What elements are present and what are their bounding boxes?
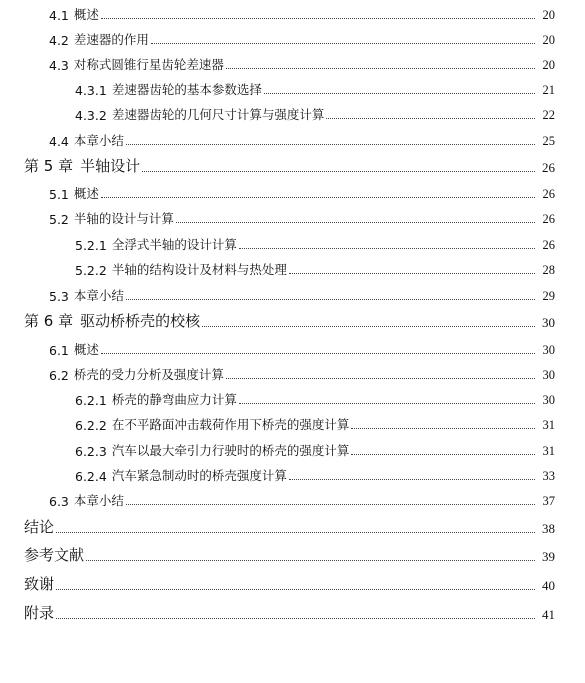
toc-dot-leader <box>56 532 535 533</box>
toc-entry-title: 概述 <box>73 7 99 22</box>
toc-section-entry[interactable] <box>0 101 585 123</box>
toc-dot-leader <box>56 618 535 619</box>
toc-dot-leader <box>126 144 535 145</box>
toc-section-entry[interactable] <box>0 205 585 227</box>
toc-entry-number: 5.1 <box>49 187 69 202</box>
toc-entry-title: 汽车紧急制动时的桥壳强度计算 <box>111 468 287 483</box>
toc-section-entry[interactable] <box>0 180 585 202</box>
toc-entry-title: 桥壳的静弯曲应力计算 <box>111 392 237 407</box>
toc-section-entry[interactable] <box>0 256 585 278</box>
toc-page-number: 37 <box>542 494 555 508</box>
toc-section-entry[interactable] <box>0 51 585 73</box>
toc-entry-title: 概述 <box>73 342 99 357</box>
toc-section-entry[interactable] <box>0 487 585 509</box>
toc-page-number: 30 <box>542 315 555 330</box>
toc-chapter-entry[interactable] <box>0 513 585 537</box>
toc-dot-leader <box>226 378 535 379</box>
toc-dot-leader <box>351 454 535 455</box>
toc-page-number: 33 <box>542 469 555 483</box>
toc-entry-number: 6.2.3 <box>75 444 107 459</box>
toc-page-number: 30 <box>542 368 555 382</box>
toc-entry-number: 第 5 章 <box>24 157 74 175</box>
toc-page-number: 38 <box>542 521 555 536</box>
toc-dot-leader <box>101 353 535 354</box>
toc-page-number: 20 <box>542 58 555 72</box>
toc-dot-leader <box>126 504 535 505</box>
toc-entry-title: 半轴设计 <box>80 157 141 175</box>
toc-entry-number: 6.2.4 <box>75 469 107 484</box>
toc-page-number: 39 <box>542 549 555 564</box>
toc-section-entry[interactable] <box>0 231 585 253</box>
toc-section-entry[interactable] <box>0 361 585 383</box>
toc-section-entry[interactable] <box>0 437 585 459</box>
toc-entry-number: 5.2.1 <box>75 238 107 253</box>
toc-chapter-entry[interactable] <box>0 570 585 594</box>
toc-chapter-entry[interactable] <box>0 307 585 331</box>
toc-entry-title: 在不平路面冲击载荷作用下桥壳的强度计算 <box>111 417 350 432</box>
toc-entry-title: 附录 <box>24 604 55 622</box>
toc-page-number: 41 <box>542 607 555 622</box>
toc-entry-number: 6.3 <box>49 494 69 509</box>
toc-chapter-entry[interactable] <box>0 599 585 623</box>
toc-entry-title: 致谢 <box>24 575 55 593</box>
toc-entry-number: 4.3 <box>49 58 69 73</box>
toc-page-number: 20 <box>542 8 555 22</box>
toc-dot-leader <box>101 197 535 198</box>
toc-dot-leader <box>151 43 535 44</box>
toc-section-entry[interactable] <box>0 1 585 23</box>
toc-entry-number: 第 6 章 <box>24 312 74 330</box>
toc-entry-title: 汽车以最大牵引力行驶时的桥壳的强度计算 <box>111 443 350 458</box>
toc-page-number: 40 <box>542 578 555 593</box>
toc-section-entry[interactable] <box>0 127 585 149</box>
toc-page-number: 22 <box>542 108 555 122</box>
toc-entry-number: 6.2 <box>49 368 69 383</box>
toc-page-number: 31 <box>542 418 555 432</box>
toc-entry-title: 桥壳的受力分析及强度计算 <box>73 367 224 382</box>
toc-page-number: 28 <box>542 263 555 277</box>
toc-section-entry[interactable] <box>0 411 585 433</box>
toc-dot-leader <box>239 248 535 249</box>
toc-dot-leader <box>351 428 535 429</box>
toc-section-entry[interactable] <box>0 282 585 304</box>
toc-entry-number: 4.3.2 <box>75 108 107 123</box>
toc-entry-title: 驱动桥桥壳的校核 <box>80 312 201 330</box>
toc-entry-title: 差速器齿轮的几何尺寸计算与强度计算 <box>111 107 325 122</box>
toc-entry-number: 6.2.1 <box>75 393 107 408</box>
toc-entry-title: 参考文献 <box>24 546 85 564</box>
toc-page-number: 31 <box>542 444 555 458</box>
toc-dot-leader <box>126 299 535 300</box>
toc-page-number: 26 <box>542 212 555 226</box>
toc-entry-number: 4.2 <box>49 33 69 48</box>
toc-entry-title: 半轴的设计与计算 <box>73 211 174 226</box>
toc-entry-title: 本章小结 <box>73 288 124 303</box>
toc-dot-leader <box>239 403 535 404</box>
toc-page-number: 29 <box>542 289 555 303</box>
toc-section-entry[interactable] <box>0 26 585 48</box>
toc-entry-title: 对称式圆锥行星齿轮差速器 <box>73 57 224 72</box>
toc-dot-leader <box>226 68 535 69</box>
toc-chapter-entry[interactable] <box>0 541 585 565</box>
toc-page-number: 21 <box>542 83 555 97</box>
toc-entry-title: 概述 <box>73 186 99 201</box>
toc-page-number: 26 <box>542 238 555 252</box>
toc-entry-title: 差速器齿轮的基本参数选择 <box>111 82 262 97</box>
toc-page-number: 30 <box>542 343 555 357</box>
toc-entry-title: 结论 <box>24 518 55 536</box>
toc-entry-title: 本章小结 <box>73 493 124 508</box>
toc-section-entry[interactable] <box>0 386 585 408</box>
toc-section-entry[interactable] <box>0 76 585 98</box>
toc-dot-leader <box>176 222 535 223</box>
toc-entry-number: 5.3 <box>49 289 69 304</box>
toc-page-number: 26 <box>542 187 555 201</box>
toc-entry-number: 4.3.1 <box>75 83 107 98</box>
toc-entry-number: 6.1 <box>49 343 69 358</box>
toc-entry-title: 本章小结 <box>73 133 124 148</box>
toc-dot-leader <box>142 171 535 172</box>
toc-dot-leader <box>264 93 535 94</box>
toc-entry-title: 全浮式半轴的设计计算 <box>111 237 237 252</box>
toc-entry-number: 5.2.2 <box>75 263 107 278</box>
toc-section-entry[interactable] <box>0 336 585 358</box>
toc-dot-leader <box>101 18 535 19</box>
toc-entry-number: 6.2.2 <box>75 418 107 433</box>
toc-entry-number: 4.4 <box>49 134 69 149</box>
toc-dot-leader <box>86 560 535 561</box>
toc-page-number: 26 <box>542 160 555 175</box>
toc-dot-leader <box>202 326 535 327</box>
toc-dot-leader <box>326 118 535 119</box>
toc-entry-number: 4.1 <box>49 8 69 23</box>
toc-page-number: 20 <box>542 33 555 47</box>
toc-dot-leader <box>289 479 535 480</box>
toc-dot-leader <box>56 589 535 590</box>
toc-page-number: 30 <box>542 393 555 407</box>
toc-entry-title: 半轴的结构设计及材料与热处理 <box>111 262 287 277</box>
toc-section-entry[interactable] <box>0 462 585 484</box>
toc-entry-title: 差速器的作用 <box>73 32 149 47</box>
toc-dot-leader <box>289 273 535 274</box>
toc-entry-number: 5.2 <box>49 212 69 227</box>
toc-page-number: 25 <box>542 134 555 148</box>
toc-chapter-entry[interactable] <box>0 152 585 176</box>
